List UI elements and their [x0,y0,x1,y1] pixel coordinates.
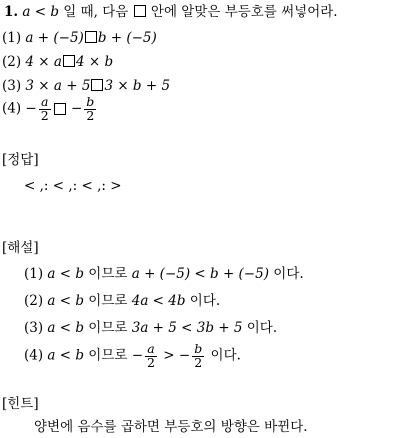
item-label: (3) [2,78,22,94]
hint-heading: [힌트] [2,396,39,412]
result: 4a < 4b [131,293,186,309]
blank-box-icon [63,55,75,67]
line-label: (1) [24,266,44,282]
answer-text: < ,: < ,: < ,: > [24,178,122,194]
line-label: (4) [24,347,44,364]
item-label: (2) [2,54,22,70]
item-right: 4 × b [75,54,114,70]
item-label: (4) [2,100,22,117]
item-left: 3 × a + 5 [25,78,91,94]
sign: − [131,347,144,364]
fraction-left [39,96,51,122]
premise: a < b [47,320,85,336]
item-right: b + (−5) [97,30,157,46]
ending: 이다. [268,266,304,282]
explanation-line-2 [24,295,220,309]
hint-text: 양변에 음수를 곱하면 부등호의 방향은 바뀐다. [34,419,308,435]
explanation-heading: [해설] [2,240,39,256]
line-label: (3) [24,320,44,336]
blank-box-icon [85,31,97,43]
problem-item-1 [2,31,157,46]
line-label: (2) [24,293,44,309]
blank-box-icon [134,5,146,17]
result: 3a + 5 < 3b + 5 [131,320,243,336]
numerator: b [86,94,95,109]
connector: 이므로 [84,293,132,309]
problem-condition: a < b [22,4,59,20]
explanation-line-1 [24,268,304,282]
fraction-b [192,343,204,369]
sign: − [25,100,37,117]
denominator: 2 [147,354,155,370]
numerator: a [147,341,155,356]
explanation-line-4 [24,343,241,369]
problem-item-3 [2,79,170,94]
explanation-line-3 [24,322,277,336]
fraction-a [145,343,157,369]
item-label: (1) [2,30,22,46]
item-left: a + (−5) [25,30,84,46]
answer-heading: [정답] [2,152,39,168]
premise: a < b [47,347,85,364]
premise: a < b [47,293,85,309]
numerator: b [194,341,203,356]
problem-item-4 [2,96,98,122]
problem-number: 1. [4,4,19,20]
result: a + (−5) < b + (−5) [131,266,269,282]
ending: 이다. [242,320,278,336]
denominator: 2 [84,109,96,123]
connector: 이므로 [84,320,132,336]
item-right: 3 × b + 5 [104,78,171,94]
denominator: 2 [192,356,204,370]
problem-statement [4,5,338,20]
item-left: 4 × a [25,54,62,70]
problem-item-2 [2,55,113,70]
connector: 이므로 [84,266,132,282]
sign: − [178,347,191,364]
denominator: 2 [40,107,49,123]
blank-box-icon [54,103,66,115]
ending: 이다. [185,293,221,309]
problem-text-2: 안에 알맞은 부등호를 써넣어라. [146,4,338,20]
ending: 이다. [206,347,241,364]
blank-box-icon [91,79,103,91]
fraction-right [84,96,96,122]
relation: > [159,347,179,364]
sign: − [70,100,83,117]
connector: 이므로 [84,347,132,364]
numerator: a [40,94,49,109]
problem-text-1: 일 때, 다음 [58,4,133,20]
premise: a < b [47,266,85,282]
